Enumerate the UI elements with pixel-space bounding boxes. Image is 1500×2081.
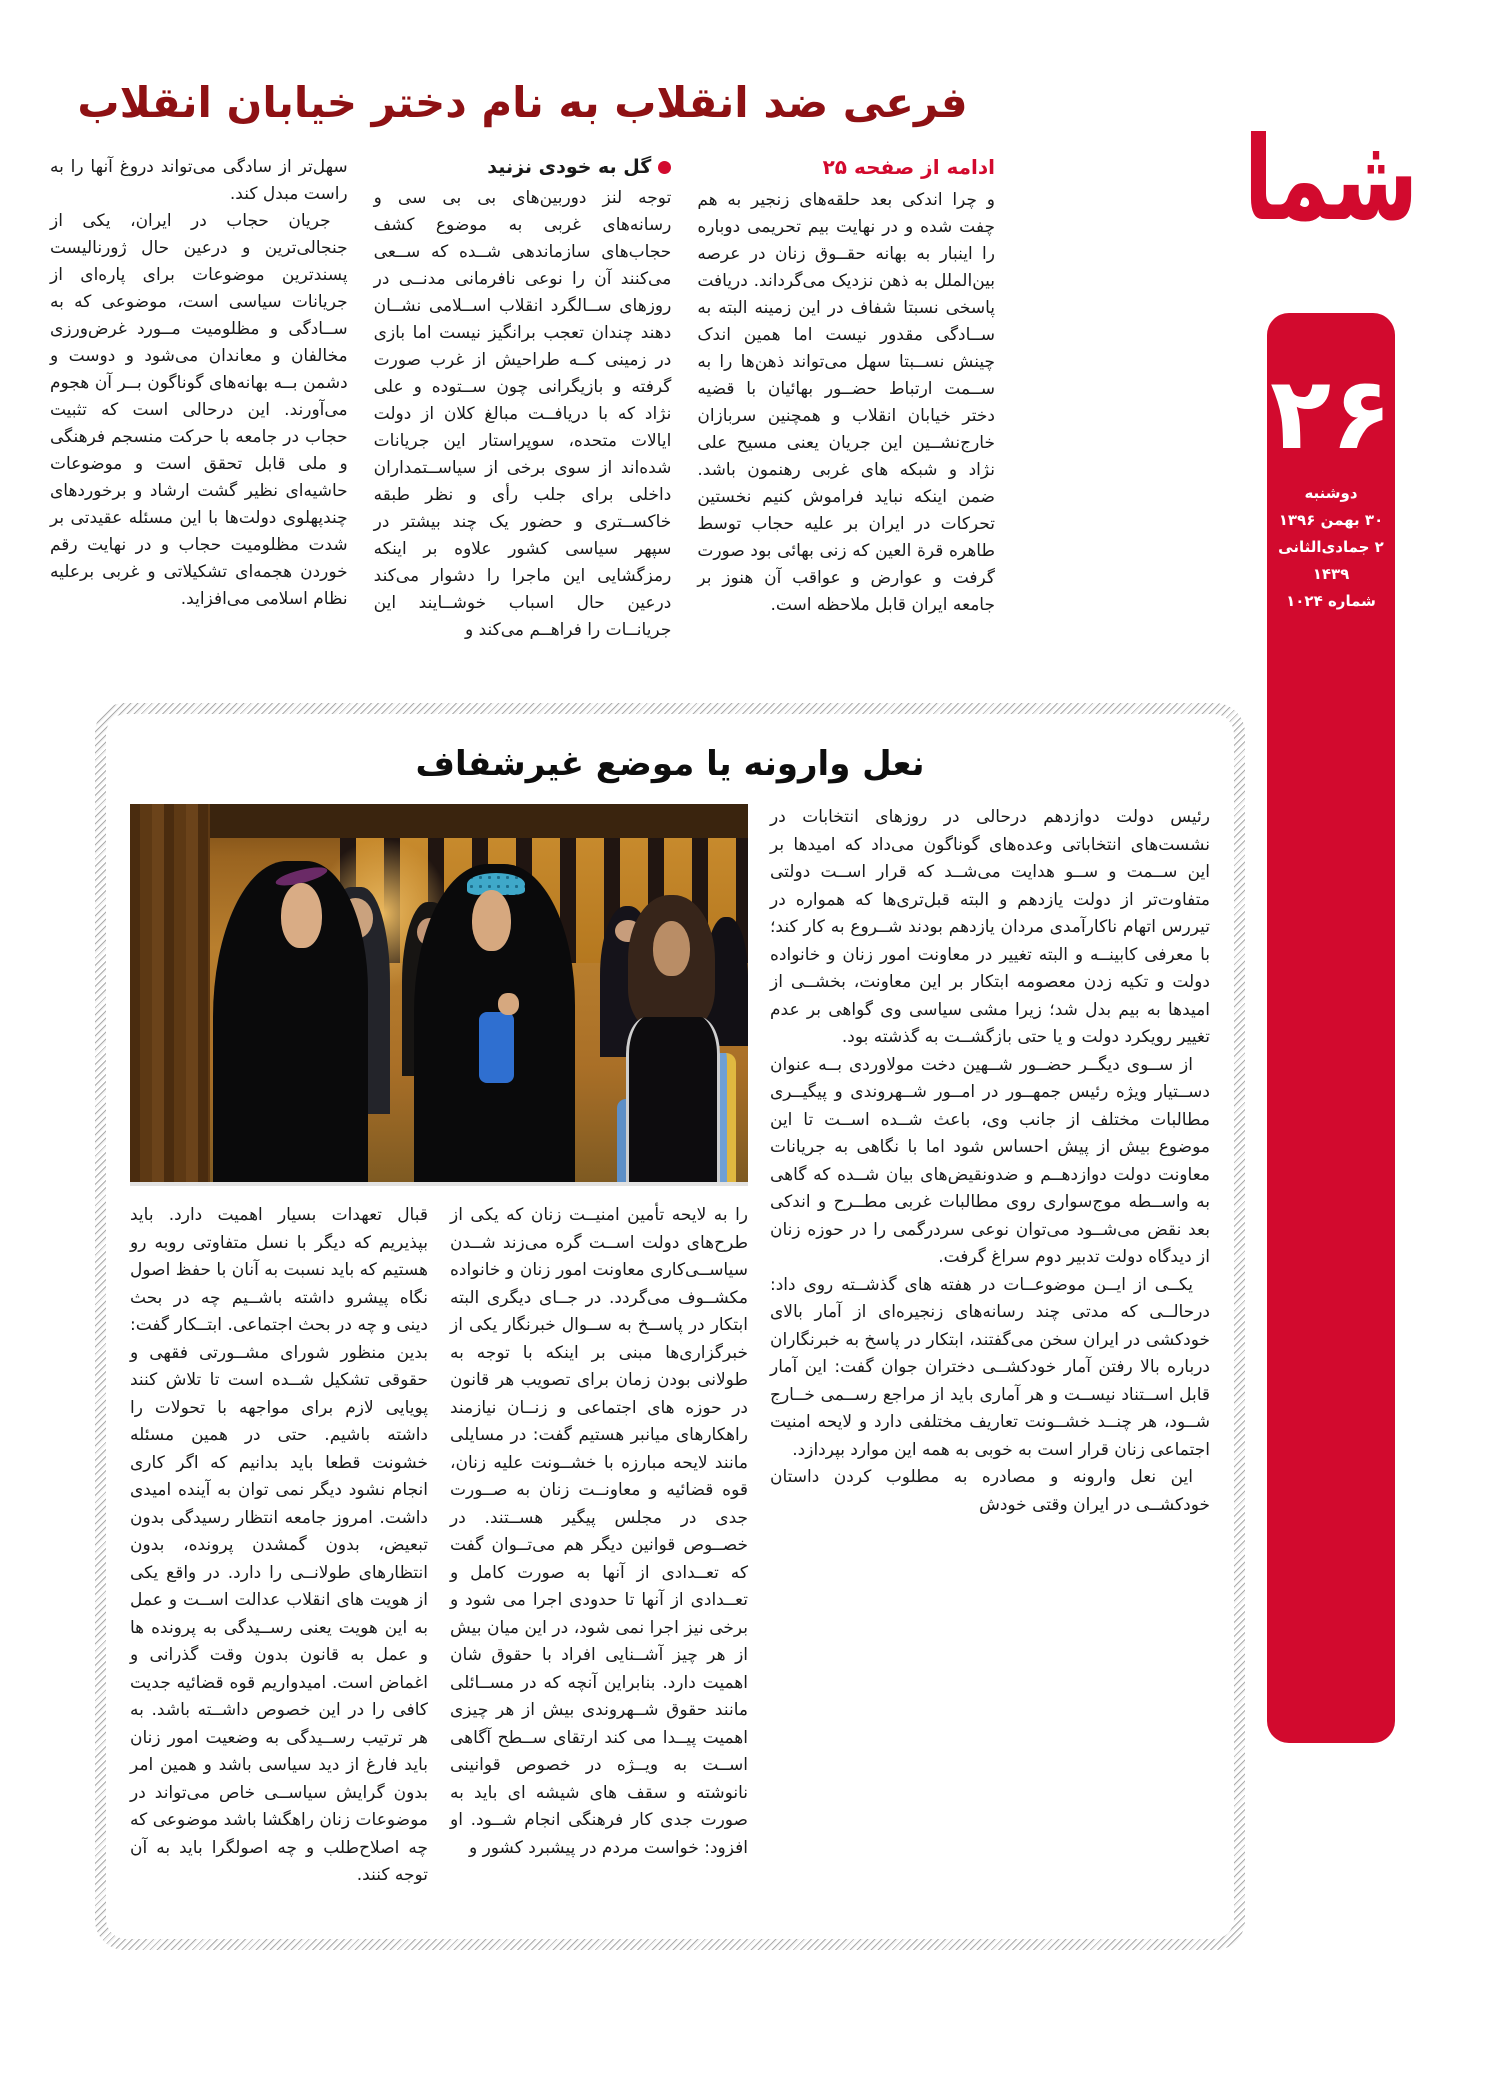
boxed-article-body bbox=[130, 804, 1210, 1890]
photo-woman-center bbox=[414, 864, 575, 1185]
boxed-article bbox=[106, 714, 1234, 1939]
paragraph: را به لایحه تأمین امنیــت زنان که یکی از طرح‌های دولت اســت گره می‌زند شــدن سیاســی‌کاری معاونت امور زنان و خانواده مکشــوف می‌گردد. در جــای دیگری البته ابتکار در پاســخ به ســوال خبرنگار یکی از خبرگزاری‌ها مبنی بر اینکه با توجه به طولانی بودن زمان برای تصویب هر قانون در حوزه های اجتماعی و زنــان نیازمند راهکارهای میانبر هستیم گفت: در مسایلی مانند لایحه مبارزه با خشــونت علیه زنان، قوه قضائیه و معاونــت زنان به صــورت جدی در مجلس پیگیر هســتند. در خصــوص قوانین دیگر هم می‌تــوان گفت که تعــدادی از آنها به صورت کامل و تعــدادی از آنها تا حدودی اجرا می شود و برخی نیز اجرا نمی شود، در این میان بیش از هر چیز آشــنایی افراد با حقوق شان اهمیت دارد. بنابراین آنچه که در مســائلی مانند حقوق شــهروندی بیش از هر چیزی اهمیت پیــدا می کند ارتقای ســطح آگاهی اســت به ویــژه در خصوص قوانینی نانوشته و سقف های شیشه ای باید به صورت جدی کار فرهنگی انجام شــود. او افزود: خواست مردم در پیشبرد کشور و bbox=[450, 1205, 748, 1858]
paragraph: قبال تعهدات بسیار اهمیت دارد. باید بپذیریم که دیگر با نسل متفاوتی روبه رو هستیم که باید نسبت به آنان با حفظ اصول نگاه پیشرو داشته باشــیم چه در بحث دینی و چه در بحث اجتماعی. ابتــکار گفت: بدین منظور شورای مشــورتی فقهی و حقوقی تشکیل شــده است تا تلاش کنند پویایی لازم برای مواجهه با تحولات را داشته باشیم. حتی در همین مسئله خشونت قطعا باید بدانیم که اگر کاری انجام نشود دیگر نمی توان به آینده امیدی داشت. امروز جامعه انتظار رسیدگی بدون تبعیض، بدون گمشدن پرونده، بدون انتظارهای طولانــی را دارد. در واقع یکی از هویت های انقلاب عدالت اســت و عمل به این هویت یعنی رســیدگی به پرونده ها و عمل به قانون بدون وقت گذرانی و اغماض است. امیدواریم قوه قضائیه جدیت کافی را در این خصوص داشــته باشد. به هر ترتیب رســیدگی به وضعیت امور زنان باید فارغ از دید سیاسی باشد و همین امر بدون گرایش سیاســی خاص می‌تواند در موضوعات زنان راهگشا باشد موضوعی که چه اصلاح‌طلب و چه اصولگرا باید به آن توجه کنند. bbox=[130, 1205, 428, 1885]
top-column-middle-text bbox=[374, 185, 672, 644]
newspaper-logo: شما bbox=[1243, 112, 1419, 248]
top-column-middle bbox=[374, 154, 672, 644]
box-column-left bbox=[130, 1202, 428, 1890]
date-shamsi: ۳۰ بهمن ۱۳۹۶ bbox=[1278, 511, 1384, 529]
continued-from-label: ادامه از صفحه ۲۵ bbox=[822, 155, 995, 180]
paragraph: و چرا اندکی بعد حلقه‌های زنجیر به هم چفت شده و در نهایت بیم تحریمی دوباره را اینبار به بهانه حقــوق زنان در عرصه بین‌الملل به ذهن نزدیک می‌گرداند. دریافت پاسخی نسبتا شفاف در این زمینه البته به ســادگی مقدور نیست اما همین اندک چینش نســبتا سهل می‌تواند ذهن‌ها را به ســمت ارتباط حضــور بهائیان با قضیه دختر خیابان انقلاب و همچنین سربازان خارج‌نشــین این جریان یعنی مسیح علی نژاد و شبکه های غربی رهنمون باشد. ضمن اینکه نباید فراموش کنیم نخستین تحرکات در ایران بر علیه حجاب توسط طاهره قرة العین که زنی بهائی بود صورت گرفت و عوارض و عواقب آن هنوز بر جامعه ایران قابل ملاحظه است. bbox=[697, 190, 995, 616]
sidebar-dates bbox=[1267, 480, 1395, 615]
top-column-left bbox=[50, 154, 348, 644]
date-hijri: ۲ جمادی‌الثانی ۱۴۳۹ bbox=[1278, 538, 1384, 583]
boxed-article-border bbox=[95, 703, 1245, 1950]
sidebar-red-panel bbox=[1267, 313, 1395, 1743]
photo-ceiling-beam bbox=[210, 804, 748, 838]
issue-number: شماره ۱۰۲۴ bbox=[1286, 592, 1376, 610]
red-bullet-icon bbox=[658, 161, 671, 174]
photo-woman-left bbox=[213, 861, 368, 1186]
paragraph: توجه لنز دوربین‌های بی بی سی و رسانه‌های غربی به موضوع کشف حجاب‌های سازماندهی شــده که ســعی می‌کنند آن را نوعی نافرمانی مدنــی در روزهای ســالگرد انقلاب اســلامی نشــان دهند چندان تعجب برانگیز نیست اما بازی در زمینی کــه طراحیش از غرب صورت گرفته و بازیگرانی چون ســتوده و علی نژاد که با دریافــت مبالغ کلان از دولت ایالات متحده، سوپراستار این جریانات شده‌اند از سوی برخی از سیاســتمداران داخلی برای جلب رأی و نظر طبقه خاکســتری و حضور یک چند بیشتر در سپهر سیاسی کشور علاوه بر اینکه رمزگشایی این ماجرا را دشوار می‌کند درعین حال اسباب خوشــایند این جریانــات را فراهــم می‌کند و bbox=[373, 188, 672, 641]
middle-column-subhead bbox=[374, 154, 672, 181]
paragraph: جریان حجاب در ایران، یکی از جنجالی‌ترین و درعین حال ژورنالیست پسندترین موضوعات برای پاره‌ای از جریانات سیاسی است، موضوعی که به ســادگی و مظلومیت مــورد غرض‌ورزی مخالفان و معاندان می‌شود و دوست و دشمن بــه بهانه‌های گوناگون بــر آن هجوم می‌آورند. این درحالی است که تثبیت حجاب در جامعه با حرکت منسجم فرهنگی و ملی قابل تحقق است و موضوعات حاشیه‌ای نظیر گشت ارشاد و برخوردهای چندپهلوی دولت‌ها با این مسئله عقیدتی بر شدت مظلومیت حجاب و در نهایت رقم خوردن هجمه‌ای تشکیلاتی و غربی برعلیه نظام اسلامی می‌افزاید. bbox=[49, 211, 348, 610]
photo-woman-right bbox=[618, 895, 742, 1186]
page-sidebar bbox=[1243, 55, 1419, 1743]
box-under-photo-columns bbox=[130, 1202, 748, 1890]
paragraph: سهل‌تر از سادگی می‌تواند دروغ آنها را به راست مبدل کند. bbox=[49, 157, 348, 205]
article-photo bbox=[130, 804, 748, 1186]
paragraph: رئیس دولت دوازدهم درحالی در روزهای انتخابات در نشست‌های انتخاباتی وعده‌های گوناگون می‌داد که امیدها بر این ســمت و ســو هدایت می‌شــد که قرار اســت دولتی متفاوت‌تر از دولت یازدهم و البته قبل‌تری‌ها که همواره در تیررس اتهام ناکارآمدی مردان یازدهم بودند شــروع به کار کند؛ با معرفی کابینــه و البته تغییر در معاونت امور زنان و خانواده دولت و تکیه زدن معصومه ابتکار بر این معاونت، بخشــی از امیدها به بیم بدل شد؛ زیرا مشی سیاسی وی گواهی بر عدم تغییر رویکرد دولت و یا حتی بازگشــت به گذشته بود. bbox=[770, 807, 1210, 1047]
weekday-label: دوشنبه bbox=[1304, 484, 1358, 502]
page-number: ۲۶ bbox=[1269, 355, 1393, 472]
box-column-middle bbox=[450, 1202, 748, 1890]
top-article-columns bbox=[50, 154, 995, 644]
paragraph: این نعل وارونه و مصادره به مطلوب کردن داستان خودکشــی در ایران وقتی خودش bbox=[770, 1467, 1210, 1515]
box-column-right bbox=[770, 804, 1210, 1890]
paragraph: از ســوی دیگــر حضــور شــهین دخت مولاوردی بــه عنوان دســتیار ویژه رئیس جمهــور در امــور شــهروندی و پیگیــری مطالبات مختلف از جانب وی، باعث شــده اســت تا این موضوع بیش از پیش احساس شود اما با نگاهی به جریانات معاونت دولت دوازدهــم و ضدونقیض‌های بیان شــده که گاهی به واســطه موج‌سواری روی مطالبات غربی مطــرح و اندکی بعد نقض می‌شــود می‌توان نوعی سردرگمی را در حوزه زنان از دیدگاه دولت تدبیر دوم سراغ گرفت. bbox=[770, 1054, 1210, 1267]
box-left-area bbox=[130, 804, 748, 1890]
top-column-left-text bbox=[50, 154, 348, 613]
top-column-right-text bbox=[697, 187, 995, 619]
paragraph: یکــی از ایــن موضوعــات در هفته های گذشــته روی داد: درحالــی که مدتی چند رسانه‌های زنجیره‌ای از آمار بالای خودکشی در ایران سخن می‌گفتند، ابتکار در پاسخ به خبرنگاران درباره بالا رفتن آمار خودکشــی دختران جوان گفت: این آمار قابل اســتناد نیســت و هر آماری باید از مراجع رســمی خــارج شــود، هر چنــد خشــونت تعاریف مختلفی دارد و لایحه امنیت اجتماعی زنان قرار است به خوبی به همه این موارد بپردازد. bbox=[770, 1274, 1210, 1460]
middle-column-subhead-text: گل به خودی نزنید bbox=[487, 156, 652, 179]
boxed-article-title: نعل وارونه یا موضع غیرشفاف bbox=[415, 744, 925, 784]
top-article bbox=[50, 78, 995, 644]
top-article-headline: فرعی ضد انقلاب به نام دختر خیابان انقلاب bbox=[77, 78, 968, 127]
top-column-right bbox=[697, 154, 995, 644]
photo-wood-panel bbox=[130, 804, 210, 1182]
